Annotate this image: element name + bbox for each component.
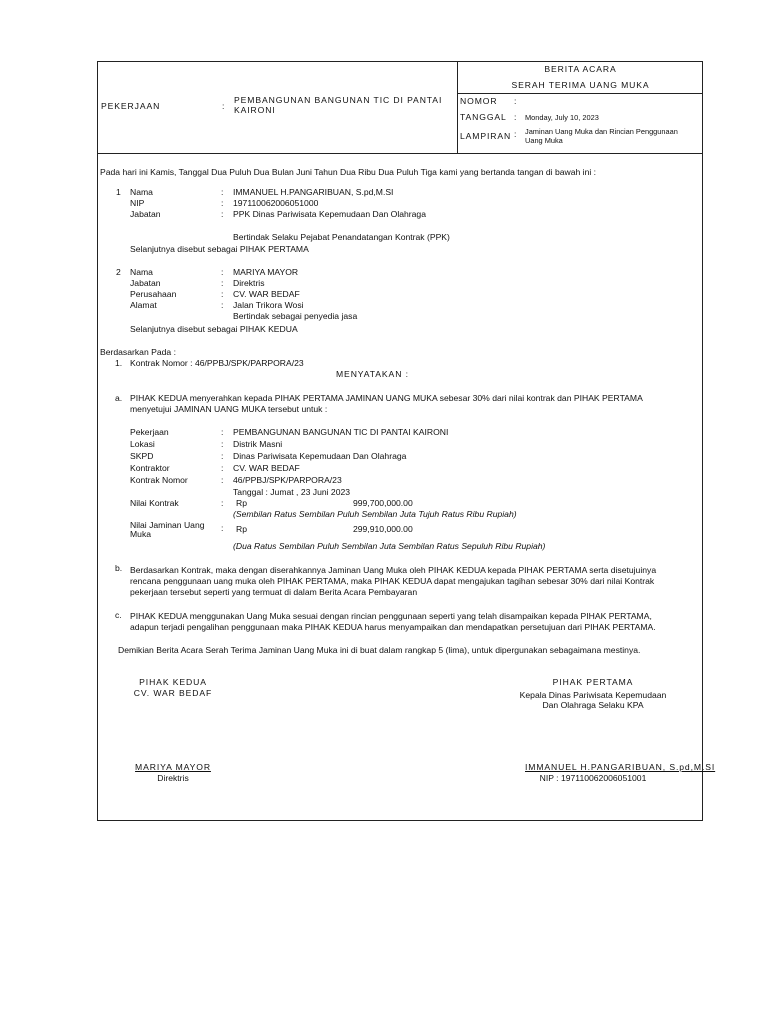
pa-nilai-jaminan-words: (Dua Ratus Sembilan Puluh Sembilan Juta Sembilan Ratus Sepuluh Ribu Rupiah) (233, 541, 546, 551)
colon: : (221, 475, 224, 485)
berdasarkan-heading: Berdasarkan Pada : (100, 347, 176, 357)
sign-right-org-line1: Kepala Dinas Pariwisata Kepemudaan (519, 690, 667, 700)
pa-pekerjaan-label: Pekerjaan (130, 427, 169, 437)
party2-perusahaan-label: Perusahaan (130, 289, 177, 299)
header-divider (458, 93, 703, 94)
colon: : (221, 198, 224, 208)
colon: : (221, 427, 224, 437)
colon: : (221, 498, 224, 508)
header-info-box (457, 62, 703, 153)
colon: : (221, 278, 224, 288)
party2-alamat-value: Jalan Trikora Wosi (233, 300, 304, 310)
colon: : (221, 439, 224, 449)
colon: : (221, 267, 224, 277)
party2-selanjutnya: Selanjutnya disebut sebagai PIHAK KEDUA (130, 324, 298, 334)
point-a-line2: menyetujui JAMINAN UANG MUKA tersebut untuk : (130, 404, 328, 414)
point-c-line2: adapun terjadi pengalihan penggunaan maka PIHAK KEDUA harus menyampaikan dan mendapatkan persetujuan dari PIHAK PERTAMA. (130, 622, 656, 632)
party1-jabatan-label: Jabatan (130, 209, 161, 219)
sign-right-nip: NIP : 197110062006051001 (539, 773, 647, 783)
sign-left-name: MARIYA MAYOR (135, 762, 211, 772)
berdasarkan-item-text: Kontrak Nomor : 46/PPBJ/SPK/PARPORA/23 (130, 358, 304, 368)
colon: : (221, 451, 224, 461)
lampiran-colon: : (514, 129, 517, 139)
party1-number: 1 (116, 187, 121, 197)
party2-jabatan-value: Direktris (233, 278, 265, 288)
party2-nama-label: Nama (130, 267, 153, 277)
closing-text: Demikian Berita Acara Serah Terima Jaminan Uang Muka ini di buat dalam rangkap 5 (lima), untuk dipergunakan sebagaimana mestinya. (118, 645, 641, 655)
sign-left-role: PIHAK KEDUA (139, 677, 207, 687)
party1-nama-label: Nama (130, 187, 153, 197)
pa-nilai-jaminan-currency: Rp (236, 524, 247, 534)
pa-nilai-jaminan-label-line1: Nilai Jaminan Uang (130, 520, 205, 530)
pekerjaan-value-line2: KAIRONI (234, 105, 276, 115)
pa-skpd-value: Dinas Pariwisata Kepemudaan Dan Olahraga (233, 451, 407, 461)
colon: : (221, 463, 224, 473)
party1-nip-value: 197110062006051000 (233, 198, 319, 208)
point-c-line1: PIHAK KEDUA menggunakan Uang Muka sesuai dengan rincian penggunaan seperti yang telah disampaikan kepada PIHAK PERTAMA, (130, 611, 652, 621)
point-b-letter: b. (115, 563, 123, 573)
tanggal-label: TANGGAL (460, 112, 507, 122)
nomor-label: NOMOR (460, 96, 498, 106)
point-b-line3: pekerjaan tersebut seperti yang termuat di dalam Berita Acara Pembayaran (130, 587, 418, 597)
party1-nip-label: NIP (130, 198, 145, 208)
tanggal-colon: : (514, 112, 517, 122)
lampiran-value-line2: Uang Muka (525, 136, 563, 145)
pa-nilai-kontrak-words: (Sembilan Ratus Sembilan Puluh Sembilan Juta Tujuh Ratus Ribu Rupiah) (233, 509, 517, 519)
pa-kontrak-nomor-label: Kontrak Nomor (130, 475, 188, 485)
lampiran-value-line1: Jaminan Uang Muka dan Rincian Penggunaan (525, 127, 678, 136)
sign-left-title: Direktris (157, 773, 189, 783)
pa-kontraktor-label: Kontraktor (130, 463, 170, 473)
document-header (98, 62, 702, 154)
party2-perusahaan-value: CV. WAR BEDAF (233, 289, 300, 299)
party2-number: 2 (116, 267, 121, 277)
point-a-line1: PIHAK KEDUA menyerahkan kepada PIHAK PERTAMA JAMINAN UANG MUKA sebesar 30% dari nilai kontrak dan PIHAK PERTAMA (130, 393, 643, 403)
pa-tanggal-value: Tanggal : Jumat , 23 Juni 2023 (233, 487, 351, 497)
party1-bertindak: Bertindak Selaku Pejabat Penandatangan Kontrak (PPK) (233, 232, 450, 242)
document-title: BERITA ACARA (544, 64, 617, 74)
pa-nilai-jaminan-label-line2: Muka (130, 529, 152, 539)
party2-jabatan-label: Jabatan (130, 278, 161, 288)
pa-lokasi-label: Lokasi (130, 439, 155, 449)
pa-lokasi-value: Distrik Masni (233, 439, 283, 449)
pa-kontraktor-value: CV. WAR BEDAF (233, 463, 300, 473)
point-a-letter: a. (115, 393, 123, 403)
pa-nilai-kontrak-value: 999,700,000.00 (353, 498, 413, 508)
point-c-letter: c. (115, 610, 122, 620)
intro-text: Pada hari ini Kamis, Tanggal Dua Puluh Dua Bulan Juni Tahun Dua Ribu Dua Puluh Tiga kami yang bertanda tangan di bawah ini : (100, 167, 597, 177)
pa-nilai-kontrak-currency: Rp (236, 498, 247, 508)
pekerjaan-colon: : (222, 101, 225, 111)
party1-nama-value: IMMANUEL H.PANGARIBUAN, S.pd,M.SI (233, 187, 394, 197)
pa-skpd-label: SKPD (130, 451, 154, 461)
colon: : (221, 187, 224, 197)
sign-right-name: IMMANUEL H.PANGARIBUAN, S.pd,M.SI (525, 762, 716, 772)
point-b-line1: Berdasarkan Kontrak, maka dengan diserahkannya Jaminan Uang Muka oleh PIHAK KEDUA kepada PIHAK PERTAMA serta disetujuinya (130, 565, 657, 575)
sign-left-company: CV. WAR BEDAF (133, 688, 213, 698)
pekerjaan-label: PEKERJAAN (101, 101, 161, 111)
menyatakan-heading: MENYATAKAN : (336, 369, 409, 379)
party1-selanjutnya: Selanjutnya disebut sebagai PIHAK PERTAMA (130, 244, 309, 254)
pa-nilai-kontrak-label: Nilai Kontrak (130, 498, 179, 508)
berdasarkan-item-number: 1. (115, 358, 123, 368)
colon: : (221, 289, 224, 299)
colon: : (221, 523, 224, 533)
sign-right-role: PIHAK PERTAMA (552, 677, 634, 687)
nomor-colon: : (514, 96, 517, 106)
lampiran-label: LAMPIRAN (460, 131, 512, 141)
party2-bertindak: Bertindak sebagai penyedia jasa (233, 311, 358, 321)
document-subtitle: SERAH TERIMA UANG MUKA (511, 80, 650, 90)
pa-nilai-jaminan-value: 299,910,000.00 (353, 524, 413, 534)
point-b-line2: rencana penggunaan uang muka oleh PIHAK PERTAMA, maka PIHAK KEDUA dapat mengajukan tagihan sebesar 30% dari nilai Kontrak (130, 576, 655, 586)
pa-pekerjaan-value: PEMBANGUNAN BANGUNAN TIC DI PANTAI KAIRONI (233, 427, 449, 437)
party2-nama-value: MARIYA MAYOR (233, 267, 299, 277)
party2-alamat-label: Alamat (130, 300, 157, 310)
tanggal-value: Monday, July 10, 2023 (525, 113, 599, 122)
colon: : (221, 209, 224, 219)
sign-right-org-line2: Dan Olahraga Selaku KPA (542, 700, 644, 710)
party1-jabatan-value: PPK Dinas Pariwisata Kepemudaan Dan Olahraga (233, 209, 426, 219)
colon: : (221, 300, 224, 310)
document-page (97, 61, 716, 821)
pekerjaan-value-line1: PEMBANGUNAN BANGUNAN TIC DI PANTAI (234, 95, 443, 105)
pa-kontrak-nomor-value: 46/PPBJ/SPK/PARPORA/23 (233, 475, 342, 485)
